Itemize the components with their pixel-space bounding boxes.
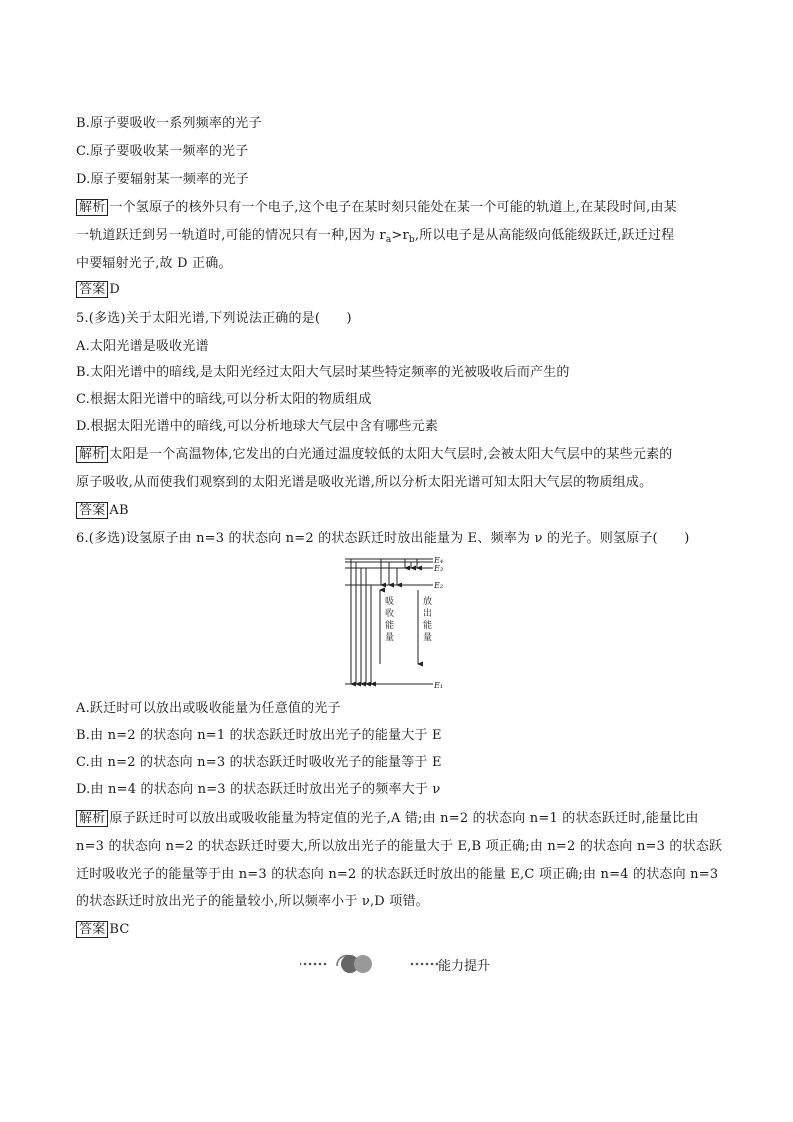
q6-option-d: D.由 n=4 的状态向 n=3 的状态跃迁时放出光子的频率大于 ν bbox=[76, 782, 441, 797]
emit-label-2: 出 bbox=[423, 609, 433, 619]
level-e2-label: E₂ bbox=[434, 581, 444, 590]
absorb-label-1: 吸 bbox=[385, 597, 395, 607]
q5-stem: 5.(多选)关于太阳光谱,下列说法正确的是( ) bbox=[76, 311, 352, 326]
analysis-tag: 解析 bbox=[76, 446, 108, 463]
q6-stem: 6.(多选)设氢原子由 n=3 的状态向 n=2 的状态跃迁时放出能量为 E、频率为 ν 的光子。则氢原子( ) bbox=[76, 531, 690, 546]
q5-option-d: D.根据太阳光谱中的暗线,可以分析地球大气层中含有哪些元素 bbox=[76, 419, 439, 434]
emit-label-4: 量 bbox=[423, 633, 433, 643]
answer-tag: 答案 bbox=[76, 502, 108, 519]
q5-option-c: C.根据太阳光谱中的暗线,可以分析太阳的物质组成 bbox=[76, 392, 372, 407]
energy-level-diagram bbox=[345, 556, 455, 691]
q4-answer: 答案 D bbox=[76, 281, 120, 299]
q6-analysis-line-2: n=3 的状态向 n=2 的状态跃迁时要大,所以放出光子的能量大于 E,B 项正确;由 n=2 的状态向 n=3 的状态跃 bbox=[76, 839, 723, 854]
q4-option-b: B.原子要吸收一系列频率的光子 bbox=[76, 116, 262, 131]
q4-analysis-line-3: 中要辐射光子,故 D 正确。 bbox=[76, 256, 232, 271]
q4-analysis-line-1: 解析 一个氢原子的核外只有一个电子,这个电子在某时刻只能处在某一个可能的轨道上,在某段时间,由某 bbox=[76, 199, 677, 217]
emit-label-3: 能 bbox=[423, 621, 433, 631]
absorb-label-2: 收 bbox=[385, 609, 395, 619]
q4-option-d: D.原子要辐射某一频率的光子 bbox=[76, 172, 249, 187]
q6-option-a: A.跃迁时可以放出或吸收能量为任意值的光子 bbox=[76, 701, 341, 716]
level-e3-label: E₃ bbox=[434, 564, 444, 573]
q6-answer: 答案 BC bbox=[76, 921, 130, 939]
q4-option-c: C.原子要吸收某一频率的光子 bbox=[76, 144, 249, 159]
q5-analysis-line-2: 原子吸收,从而使我们观察到的太阳光谱是吸收光谱,所以分析太阳光谱可知太阳大气层的物质组成。 bbox=[76, 475, 653, 490]
analysis-tag: 解析 bbox=[76, 810, 108, 827]
q5-option-b: B.太阳光谱中的暗线,是太阳光经过太阳大气层时某些特定频率的光被吸收后而产生的 bbox=[76, 365, 570, 380]
analysis-tag: 解析 bbox=[76, 199, 108, 216]
level-e1-label: E₁ bbox=[434, 681, 444, 690]
q6-analysis-line-4: 的状态跃迁时放出光子的能量较小,所以频率小于 ν,D 项错。 bbox=[76, 894, 429, 909]
absorb-label-3: 能 bbox=[385, 621, 395, 631]
q4-analysis-line-2: 一轨道跃迁到另一轨道时,可能的情况只有一种,因为 $r_a>r_b$,所以电子是从高能级向低能级跃迁,跃迁过程 bbox=[76, 228, 675, 245]
q6-analysis-line-1: 解析 原子跃迁时可以放出或吸收能量为特定值的光子,A 错;由 n=2 的状态向 n=1 的状态跃迁时,能量比由 bbox=[76, 810, 699, 828]
level-e4-label: E₄ bbox=[434, 556, 444, 565]
q5-answer: 答案 AB bbox=[76, 502, 129, 520]
q6-option-c: C.由 n=2 的状态向 n=3 的状态跃迁时吸收光子的能量等于 E bbox=[76, 755, 442, 770]
q5-option-a: A.太阳光谱是吸收光谱 bbox=[76, 339, 209, 354]
absorb-label-4: 量 bbox=[385, 633, 395, 643]
q6-option-b: B.由 n=2 的状态向 n=1 的状态跃迁时放出光子的能量大于 E bbox=[76, 728, 442, 743]
q5-analysis-line-1: 解析 太阳是一个高温物体,它发出的白光通过温度较低的太阳大气层时,会被太阳大气层中的某些元素的 bbox=[76, 446, 672, 464]
emit-label-1: 放 bbox=[423, 597, 433, 607]
answer-tag: 答案 bbox=[76, 921, 108, 938]
q6-analysis-line-3: 迁时吸收光子的能量等于由 n=3 的状态向 n=2 的状态跃迁时放出的能量 E,C 项正确;由 n=4 的状态向 n=3 bbox=[76, 867, 719, 882]
answer-tag: 答案 bbox=[76, 281, 108, 298]
section-title: 能力提升 bbox=[438, 959, 491, 974]
